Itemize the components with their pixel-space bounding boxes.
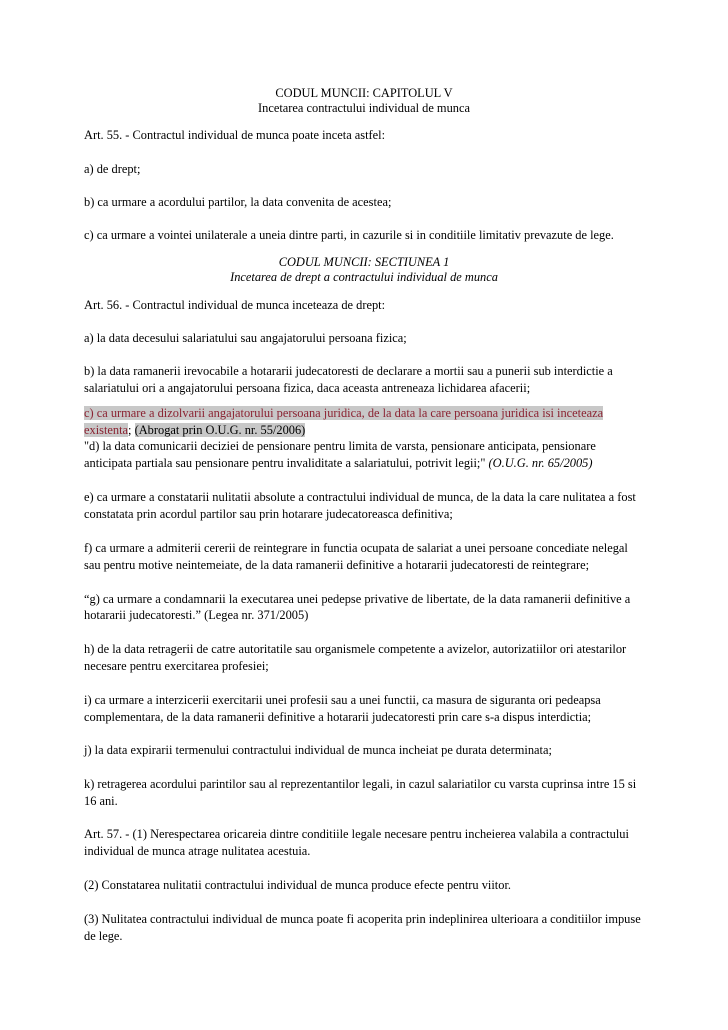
art56-item-e-line2: constatata prin acordul partilor sau prin hotarare judecatoreasca definitiva; — [84, 507, 453, 521]
art56-item-d-line2 — [84, 455, 664, 472]
section-subtitle: Incetarea de drept a contractului individual de munca — [230, 270, 498, 284]
separator: ; — [128, 423, 132, 437]
art56-item-g-line2: hotararii judecatoresti.” (Legea nr. 371/2005) — [84, 608, 309, 622]
art57-para3-line1: (3) Nulitatea contractului individual de munca poate fi acoperita prin indeplinirea ulterioara a conditiilor impuse — [84, 912, 641, 926]
art56-item-c-line1 — [84, 405, 664, 422]
repealed-text-end: existenta — [84, 423, 129, 437]
art56-item-h-line1: h) de la data retragerii de catre autoritatile sau organismele competente a avizelor, autorizatiilor ori atestarilor — [84, 642, 627, 656]
art56-item-c-line2 — [84, 422, 664, 439]
art56-intro: Art. 56. - Contractul individual de munca inceteaza de drept: — [84, 298, 386, 312]
art56-item-k-line2: 16 ani. — [84, 794, 118, 808]
art56-item-b-line1: b) la data ramanerii irevocabile a hotararii judecatoresti de declarare a mortii sau a punerii sub interdictie a — [84, 364, 613, 378]
art55-item-b: b) ca urmare a acordului partilor, la data convenita de acestea; — [84, 195, 392, 209]
art56-item-h-line2: necesare pentru exercitarea profesiei; — [84, 659, 269, 673]
art57-para1-line2: individual de munca atrage nulitatea acestuia. — [84, 844, 311, 858]
art57-para3-line2: de lege. — [84, 929, 123, 943]
art56-item-j: j) la data expirarii termenului contractului individual de munca incheiat pe durata determinata; — [84, 743, 552, 757]
art56-item-d-line1: "d) la data comunicarii deciziei de pensionare pentru limita de varsta, pensionare anticipata, pensionare — [84, 439, 596, 453]
art56-item-i-line1: i) ca urmare a interzicerii exercitarii unei profesii sau a unei functii, ca masura de siguranta ori pedeapsa — [84, 693, 601, 707]
art56-item-k-line1: k) retragerea acordului parintilor sau al reprezentantilor legali, in cazul salariatilor cu varsta cuprinsa intre 15 si — [84, 777, 637, 791]
art56-item-f-line1: f) ca urmare a admiterii cererii de reintegrare in functia ocupata de salariat a unei persoane concediate nelegal — [84, 541, 628, 555]
art55-intro: Art. 55. - Contractul individual de munca poate inceta astfel: — [84, 128, 386, 142]
art56-item-g-line1: “g) ca urmare a condamnarii la executarea unei pedepse privative de libertate, de la data ramanerii definitive a — [84, 592, 631, 606]
amendment-reference: (O.U.G. nr. 65/2005) — [488, 456, 593, 470]
chapter-title: CODUL MUNCII: CAPITOLUL V — [275, 86, 453, 100]
section-title: CODUL MUNCII: SECTIUNEA 1 — [278, 255, 450, 269]
art56-item-f-line2: sau pentru motive neintemeiate, de la data ramanerii definitive a hotararii judecatoresti de reintegrare; — [84, 558, 590, 572]
chapter-subtitle: Incetarea contractului individual de munca — [258, 101, 470, 115]
art56-item-i-line2: complementara, de la data ramanerii definitive a hotararii judecatoresti prin care s-a dispus interdictia; — [84, 710, 592, 724]
repealed-text: c) ca urmare a dizolvarii angajatorului persoana juridica, de la data la care persoana juridica isi inceteaza — [84, 406, 604, 420]
art57-para1-line1: Art. 57. - (1) Nerespectarea oricareia dintre conditiile legale necesare pentru incheierea valabila a contractului — [84, 827, 629, 841]
art56-item-a: a) la data decesului salariatului sau angajatorului persoana fizica; — [84, 331, 407, 345]
art56-item-e-line1: e) ca urmare a constatarii nulitatii absolute a contractului individual de munca, de la data la care nulitatea a fost — [84, 490, 636, 504]
art55-item-a: a) de drept; — [84, 162, 141, 176]
art56-item-d-text: anticipata partiala sau pensionare pentru invaliditate a salariatului, potrivit legii;" — [84, 456, 486, 470]
art55-item-c: c) ca urmare a vointei unilaterale a uneia dintre parti, in cazurile si in conditiile limitativ prevazute de lege. — [84, 228, 614, 242]
art57-para2: (2) Constatarea nulitatii contractului individual de munca produce efecte pentru viitor. — [84, 878, 511, 892]
repeal-note: (Abrogat prin O.U.G. nr. 55/2006) — [134, 423, 306, 437]
art56-item-b-line2: salariatului ori a angajatorului persoana fizica, daca aceasta antreneaza lichidarea afacerii; — [84, 381, 531, 395]
